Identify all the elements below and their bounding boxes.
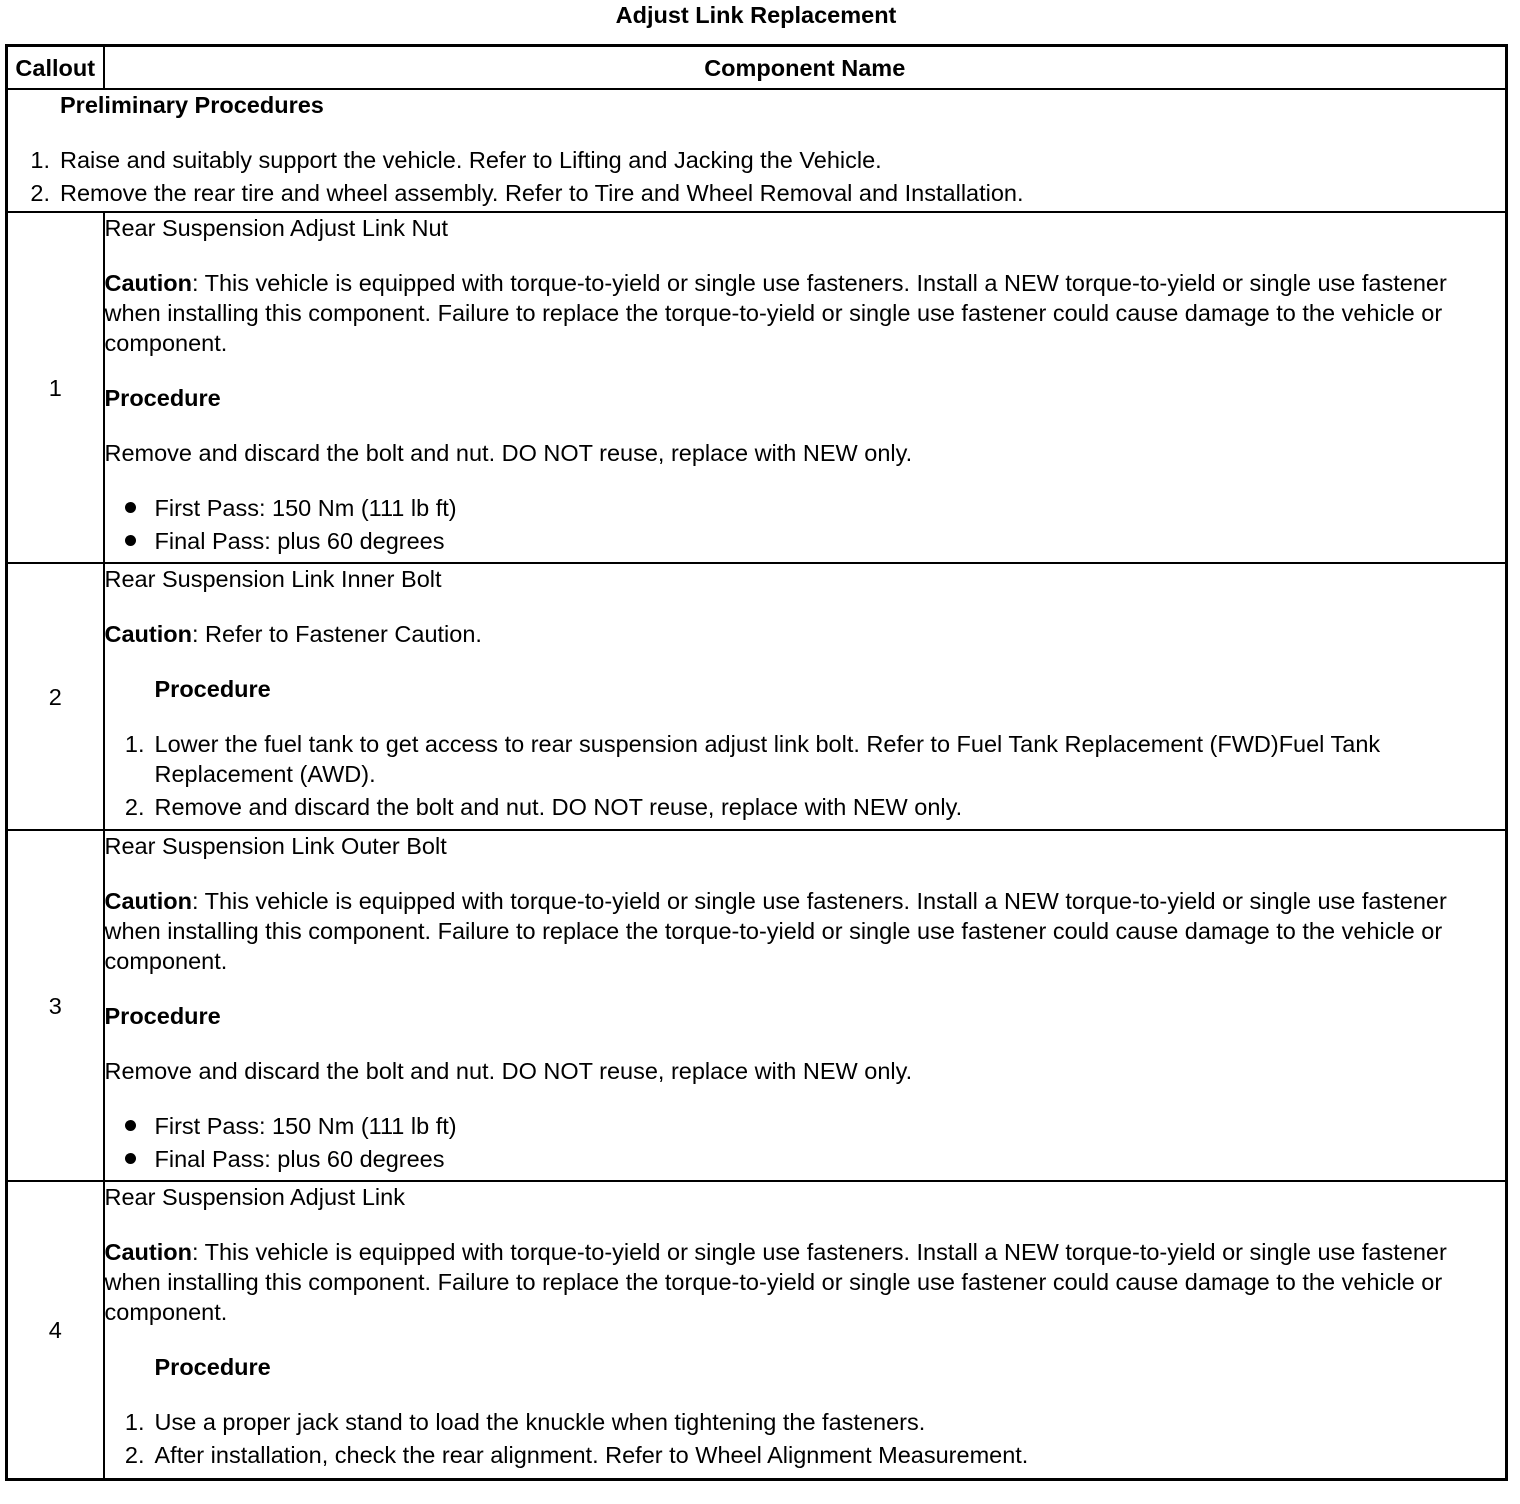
bullet-icon: [125, 535, 136, 546]
list-item: [105, 1440, 1506, 1470]
caution-label: Caution: [104, 621, 192, 647]
procedure-heading: Procedure: [104, 385, 221, 411]
step-text: Lower the fuel tank to get access to rear suspension adjust link bolt. Refer to Fuel Tank Replacement (FWD)Fuel Tank Replacement (AWD).: [154, 731, 1381, 787]
procedure-table: [5, 44, 1508, 1481]
caution-label: Caution: [104, 888, 192, 914]
step-text: Remove and discard the bolt and nut. DO NOT reuse, replace with NEW only.: [154, 794, 963, 820]
procedure-heading: Procedure: [104, 1003, 221, 1029]
component-name: Rear Suspension Adjust Link: [104, 1184, 405, 1210]
procedure-text: Remove and discard the bolt and nut. DO NOT reuse, replace with NEW only.: [104, 1058, 913, 1084]
bullet-text: Final Pass: plus 60 degrees: [154, 1146, 445, 1172]
step-text: Use a proper jack stand to load the knuckle when tightening the fasteners.: [154, 1409, 926, 1435]
caution-text: : This vehicle is equipped with torque-to-yield or single use fasteners. Install a NEW torque-to-yield or single use fastener when installing this component. Failure to replace the torque-to-yield or single use fastener could cause damage to the vehicle or component.: [104, 270, 1447, 356]
list-item: [105, 1144, 1506, 1174]
caution-note: [105, 1237, 1506, 1327]
step-number: 1.: [124, 731, 145, 757]
header-component-name: Component Name: [104, 46, 1507, 90]
callout-cell: 4: [7, 1181, 104, 1480]
bullet-text: Final Pass: plus 60 degrees: [154, 528, 445, 554]
bullet-icon: [125, 1153, 136, 1164]
caution-text: : This vehicle is equipped with torque-to-yield or single use fasteners. Install a NEW torque-to-yield or single use fastener when installing this component. Failure to replace the torque-to-yield or single use fastener could cause damage to the vehicle or component.: [104, 888, 1447, 974]
list-item: [105, 493, 1506, 523]
caution-label: Caution: [104, 270, 192, 296]
table-row: [7, 563, 1507, 830]
component-name: Rear Suspension Adjust Link Nut: [104, 215, 449, 241]
preliminary-heading: Preliminary Procedures: [60, 92, 324, 118]
callout-cell: 1: [7, 212, 104, 563]
bullet-icon: [125, 1120, 136, 1131]
procedure-steps: [105, 729, 1506, 822]
caution-text: : This vehicle is equipped with torque-to-yield or single use fasteners. Install a NEW torque-to-yield or single use fastener when installing this component. Failure to replace the torque-to-yield or single use fastener could cause damage to the vehicle or component.: [104, 1239, 1447, 1325]
step-number: 2.: [124, 794, 145, 820]
torque-list: [105, 1111, 1506, 1174]
list-item: [105, 1407, 1506, 1437]
list-item: [105, 1111, 1506, 1141]
list-item: [8, 178, 1505, 208]
header-callout: Callout: [7, 46, 104, 90]
procedure-text: Remove and discard the bolt and nut. DO NOT reuse, replace with NEW only.: [104, 440, 913, 466]
procedure-steps: [105, 1407, 1506, 1470]
list-item: [105, 526, 1506, 556]
bullet-icon: [125, 502, 136, 513]
procedure-heading: Procedure: [154, 1354, 271, 1380]
page-title: Adjust Link Replacement: [615, 2, 897, 28]
callout-cell: 2: [7, 563, 104, 830]
step-number: 1.: [124, 1409, 145, 1435]
preliminary-row: [7, 89, 1507, 212]
caution-note: [105, 268, 1506, 358]
torque-list: [105, 493, 1506, 556]
caution-text: : Refer to Fastener Caution.: [191, 621, 482, 647]
component-cell: [104, 1181, 1507, 1480]
component-name: Rear Suspension Link Inner Bolt: [104, 566, 442, 592]
preliminary-steps: [8, 145, 1505, 208]
step-text: Remove the rear tire and wheel assembly. Refer to Tire and Wheel Removal and Installation.: [60, 180, 1024, 206]
list-item: [105, 729, 1506, 789]
caution-note: [105, 886, 1506, 976]
component-cell: [104, 563, 1507, 830]
component-cell: [104, 830, 1507, 1181]
table-row: [7, 830, 1507, 1181]
bullet-text: First Pass: 150 Nm (111 lb ft): [154, 1113, 457, 1139]
list-item: [8, 145, 1505, 175]
caution-note: [105, 619, 1506, 649]
step-number: 1.: [30, 147, 50, 173]
step-text: Raise and suitably support the vehicle. Refer to Lifting and Jacking the Vehicle.: [60, 147, 882, 173]
step-number: 2.: [30, 180, 50, 206]
list-item: [105, 792, 1506, 822]
table-row: [7, 1181, 1507, 1480]
component-cell: [104, 212, 1507, 563]
callout-cell: 3: [7, 830, 104, 1181]
caution-label: Caution: [104, 1239, 192, 1265]
procedure-heading: Procedure: [154, 676, 271, 702]
table-row: [7, 212, 1507, 563]
step-number: 2.: [124, 1442, 145, 1468]
component-name: Rear Suspension Link Outer Bolt: [104, 833, 447, 859]
bullet-text: First Pass: 150 Nm (111 lb ft): [154, 495, 457, 521]
step-text: After installation, check the rear alignment. Refer to Wheel Alignment Measurement.: [154, 1442, 1029, 1468]
